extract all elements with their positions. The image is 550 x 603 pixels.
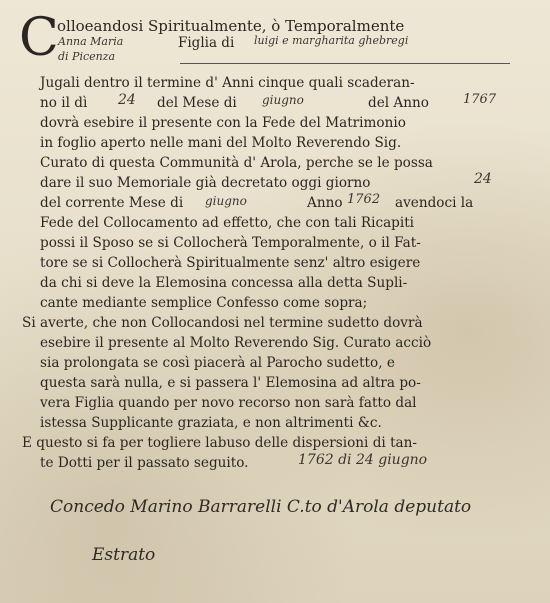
handwritten-year-2: 1762 [347, 192, 381, 207]
handwritten-date: 1762 di 24 giugno [298, 452, 428, 468]
body-line-2a: no il dì [40, 95, 88, 111]
body-line-18: istessa Supplicante graziata, e non altrimenti &c. [40, 415, 382, 431]
decorated-initial: C [19, 8, 59, 68]
body-line-11: da chi si deve la Elemosina concessa alla detta Supli- [40, 275, 408, 291]
body-line-17: vera Figlia quando per novo recorso non sarà fatto dal [40, 395, 417, 411]
handwritten-name: Anna Maria [58, 35, 124, 48]
body-line-6a: dare il suo Memoriale già decretato oggi giorno [40, 175, 371, 191]
handwritten-month-2: giugno [205, 194, 247, 208]
body-line-4: in foglio aperto nelle mani del Molto Reverendo Sig. [40, 135, 402, 151]
body-line-5: Curato di questa Communità d' Arola, perche se le possa [40, 155, 433, 171]
handwritten-year: 1767 [463, 92, 497, 107]
handwritten-parents: luigi e margharita ghebregi [254, 34, 409, 47]
body-line-3: dovrà esebire il presente con la Fede del Matrimonio [40, 115, 406, 131]
body-line-9: possi il Sposo se si Collocherà Temporalmente, o il Fat- [40, 235, 421, 251]
handwritten-signature: Concedo Marino Barrarelli C.to d'Arola deputato [50, 497, 472, 517]
body-line-7b: Anno [307, 195, 343, 211]
body-line-20a: te Dotti per il passato seguito. [40, 455, 249, 471]
body-line-14: esebire il presente al Molto Reverendo Sig. Curato acciò [40, 335, 432, 351]
handwritten-month: giugno [262, 93, 304, 107]
body-line-19: E questo si fa per togliere labuso delle dispersioni di tan- [22, 435, 417, 451]
document-title: olloeandosi Spiritualmente, ò Temporalmente [57, 17, 405, 35]
handwritten-surname: di Picenza [58, 50, 116, 63]
body-line-13: Si averte, che non Collocandosi nel termine sudetto dovrà [22, 315, 423, 331]
handwritten-day-2: 24 [474, 171, 492, 187]
body-line-16: questa sarà nulla, e si passera l' Elemosina ad altra po- [40, 375, 421, 391]
handwritten-day: 24 [118, 92, 136, 108]
handwritten-closing: Estrato [92, 545, 156, 565]
body-line-7a: del corrente Mese di [40, 195, 184, 211]
body-line-7c: avendoci la [395, 195, 474, 211]
body-line-15: sia prolongata se così piacerà al Parocho sudetto, e [40, 355, 395, 371]
body-line-2b: del Mese di [157, 95, 237, 111]
body-line-1: Jugali dentro il termine d' Anni cinque quali scaderan- [40, 75, 415, 91]
body-line-2c: del Anno [368, 95, 429, 111]
figlia-di-label: Figlia di [178, 35, 235, 51]
fill-line [180, 63, 510, 64]
body-line-8: Fede del Collocamento ad effetto, che con tali Ricapiti [40, 215, 415, 231]
body-line-10: tore se si Collocherà Spiritualmente senz' altro esigere [40, 255, 421, 271]
body-line-12: cante mediante semplice Confesso come sopra; [40, 295, 368, 311]
